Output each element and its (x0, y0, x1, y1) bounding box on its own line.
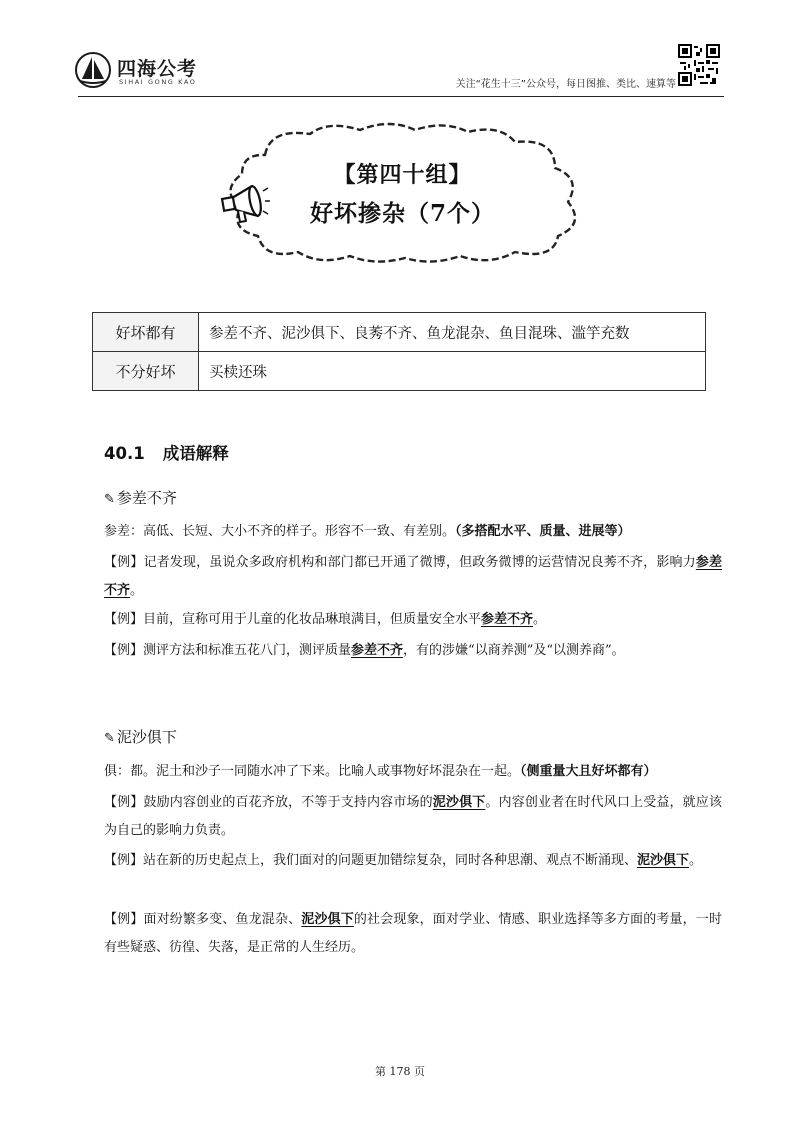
example-label: 【例】 (104, 612, 144, 627)
example-text: 。 (130, 583, 144, 598)
section-number: 40.1 (104, 444, 145, 463)
pencil-icon: ✎ (104, 492, 115, 507)
definition-note: （多搭配水平、质量、进展等） (455, 524, 631, 539)
group-title-banner (210, 120, 595, 265)
example-text: 站在新的历史起点上，我们面对的问题更加错综复杂，同时各种思潮、观点不断涌现、 (143, 853, 638, 868)
example-sentence (104, 549, 722, 605)
header-logo (75, 52, 225, 92)
example-label: 【例】 (104, 912, 144, 927)
qr-code-icon (678, 44, 720, 86)
table-row (93, 352, 706, 391)
example-label: 【例】 (104, 853, 144, 868)
table-row (93, 313, 706, 352)
table-idioms-cell: 买椟还珠 (199, 352, 706, 391)
page-number: 第 178 页 (375, 1065, 425, 1078)
idiom-summary-table (92, 312, 706, 391)
table-idioms-cell: 参差不齐、泥沙俱下、良莠不齐、鱼龙混杂、鱼目混珠、滥竽充数 (199, 313, 706, 352)
example-sentence (104, 847, 722, 875)
definition-text: 参差：高低、长短、大小不齐的样子。形容不一致、有差别。 (104, 524, 456, 539)
idiom-heading (104, 487, 177, 508)
example-highlight: 参差不齐 (351, 643, 404, 658)
example-sentence (104, 906, 722, 962)
example-text: 鼓励内容创业的百花齐放，不等于支持内容市场的 (143, 795, 433, 810)
section-heading (104, 440, 229, 464)
example-text: 。内容创业者在时代风口上受益，就应该为自己的影响力负责。 (104, 795, 722, 838)
example-highlight: 泥沙俱下 (637, 853, 690, 868)
example-sentence (104, 789, 722, 845)
example-text: 目前，宣称可用于儿童的化妆品琳琅满目，但质量安全水平 (143, 612, 482, 627)
definition-note: （侧重量大且好坏都有） (520, 764, 657, 779)
idiom-heading (104, 726, 177, 747)
idiom-definition (104, 518, 722, 546)
example-text: 面对纷繁多变、鱼龙混杂、 (143, 912, 302, 927)
sailboat-logo-icon (75, 52, 111, 88)
pencil-icon: ✎ (104, 731, 115, 746)
example-text: ，有的涉嫌“以商养测”及“以测养商”。 (403, 643, 625, 658)
example-label: 【例】 (104, 795, 144, 810)
example-text: 记者发现，虽说众多政府机构和部门都已开通了微博，但政务微博的运营情况良莠不齐，影响力 (143, 555, 696, 570)
example-text: 。 (533, 612, 547, 627)
example-highlight: 泥沙俱下 (301, 912, 354, 927)
example-sentence (104, 637, 722, 665)
table-category-cell: 不分好坏 (93, 352, 199, 391)
header-tagline: 关注“花生十三”公众号，每日图推、类比、速算等 (455, 79, 676, 90)
logo-title: 四海公考 (117, 58, 198, 80)
example-highlight: 泥沙俱下 (432, 795, 486, 810)
group-topic-title: 好坏掺杂（7个） (309, 200, 495, 227)
table-category-cell: 好坏都有 (93, 313, 199, 352)
logo-subtitle: SIHAI GONG KAO (119, 78, 197, 86)
example-sentence (104, 606, 722, 634)
example-text: 的社会现象，面对学业、情感、职业选择等多方面的考量，一时有些疑惑、彷徨、失落，是正常的人生经历。 (104, 912, 722, 955)
definition-text: 俱：都。泥土和沙子一同随水冲了下来。比喻人或事物好坏混杂在一起。 (104, 764, 521, 779)
example-highlight: 参差不齐 (481, 612, 534, 627)
example-label: 【例】 (104, 555, 144, 570)
example-text: 测评方法和标准五花八门，测评质量 (143, 643, 352, 658)
idiom-definition (104, 758, 722, 786)
idiom-title: 参差不齐 (116, 489, 177, 507)
example-label: 【例】 (104, 643, 144, 658)
section-title: 成语解释 (162, 444, 229, 463)
header-divider (78, 96, 724, 97)
idiom-title: 泥沙俱下 (116, 728, 177, 746)
example-text: 。 (689, 853, 703, 868)
example-highlight: 参差不齐 (104, 555, 722, 598)
group-number-title: 【第四十组】 (333, 162, 472, 188)
